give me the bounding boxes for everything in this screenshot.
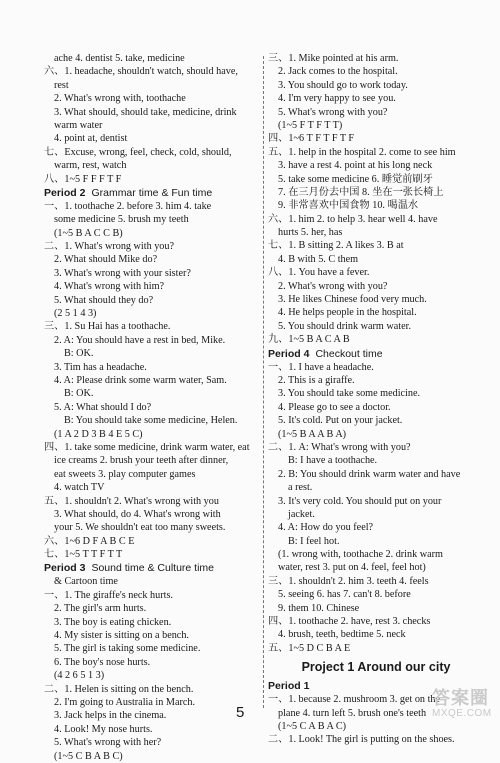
answer-line: 3. What should, should take, medicine, drink (54, 106, 237, 118)
answer-line: 2. Jack comes to the hospital. (278, 66, 398, 78)
answer-line: 5. take some medicine 6. 睡觉前刷牙 (278, 173, 433, 185)
answer-line: 3. The boy is eating chicken. (54, 616, 172, 628)
answer-line: 二、1. What's wrong with you? (44, 241, 175, 253)
answer-line: 五、1. help in the hospital 2. come to see him (268, 146, 456, 158)
watermark-logo-text: 答案圈 (432, 688, 489, 708)
answer-line: 5. What should they do? (54, 294, 154, 306)
answer-line: 7. 在三月份去中国 8. 坐在一张长椅上 (278, 186, 444, 198)
answer-line: 一、1. because 2. mushroom 3. get on the (268, 694, 441, 706)
answer-line: 四、1. take some medicine, drink warm water, eat (44, 441, 250, 453)
answer-line: 2. The girl's arm hurts. (54, 603, 147, 615)
answer-line: eat sweets 3. play computer games (54, 468, 196, 480)
answer-line: 3. He likes Chinese food very much. (278, 294, 427, 306)
answer-line: warm water (54, 119, 103, 131)
answer-line: 六、1. him 2. to help 3. hear well 4. have (268, 213, 438, 225)
answer-line: 3. You should take some medicine. (278, 388, 421, 400)
answer-line: 9. them 10. Chinese (278, 602, 360, 614)
period-label: Period 2 (44, 186, 86, 199)
answer-line: 二、1. Helen is sitting on the bench. (44, 683, 194, 695)
answer-line: B: I have a toothache. (288, 455, 378, 467)
answer-line: 2. B: You should drink warm water and have (278, 468, 461, 480)
answer-line: 2. What's wrong with you? (278, 280, 388, 292)
answer-line: 2. What should Mike do? (54, 254, 158, 266)
answer-line: 4. I'm very happy to see you. (278, 93, 396, 105)
answer-line: 5. What's wrong with you? (278, 106, 388, 118)
answer-line: B: You should take some medicine, Helen. (64, 415, 238, 427)
answer-line: 2. A: You should have a rest in bed, Mike. (54, 334, 226, 346)
period-title: Sound time & Culture time (91, 562, 214, 575)
answer-line: 5. A: What should I do? (54, 401, 152, 413)
answer-line: 3. Jack helps in the cinema. (54, 710, 167, 722)
answer-line: 八、1. You have a fever. (268, 267, 370, 279)
answer-line: 2. I'm going to Australia in March. (54, 696, 196, 708)
answer-line: (1~5 C B A B C) (54, 750, 123, 762)
answer-line: 六、1. headache, shouldn't watch, should have, (44, 66, 238, 78)
answer-line: 四、1. toothache 2. have, rest 3. checks (268, 616, 431, 628)
answer-line: 4. My sister is sitting on a bench. (54, 630, 189, 642)
answer-line: 5. It's cold. Put on your jacket. (278, 415, 403, 427)
left-column (44, 52, 266, 763)
answer-line: 三、1. Mike pointed at his arm. (268, 53, 399, 64)
answer-line: 3. have a rest 4. point at his long neck (278, 160, 433, 172)
watermark-logo (432, 688, 496, 728)
answer-line: 6. The boy's nose hurts. (54, 656, 151, 668)
answer-line: 4. B with 5. C them (278, 253, 359, 265)
answer-line: 3. What's wrong with your sister? (54, 267, 191, 279)
answer-line: 4. A: Please drink some warm water, Sam. (54, 374, 227, 386)
answer-line: 9. 非常喜欢中国食物 10. 喝温水 (278, 200, 419, 212)
answer-line: 4. Look! My nose hurts. (54, 723, 153, 735)
answer-line: 4. Please go to see a doctor. (278, 401, 391, 413)
right-column (268, 52, 484, 747)
answer-line: 5. seeing 6. has 7. can't 8. before (278, 589, 411, 601)
answer-line: 七、1~5 T T F T T (44, 549, 123, 561)
answer-line: 五、1~5 D C B A E (268, 642, 351, 654)
answer-line: 二、1. A: What's wrong with you? (268, 441, 411, 453)
period-label: Period 3 (44, 562, 86, 575)
answer-line: water, rest 3. put on 4. feel, feel hot) (278, 562, 426, 574)
answer-line: jacket. (288, 508, 315, 520)
answer-line: 一、1. toothache 2. before 3. him 4. take (44, 200, 212, 212)
answer-line: (2 5 1 4 3) (54, 308, 97, 320)
watermark-url: MXQE.COM (432, 708, 492, 719)
answer-line: plane 4. turn left 5. brush one's teeth (278, 707, 427, 719)
answer-line: & Cartoon time (54, 576, 118, 588)
answer-line: 2. What's wrong with, toothache (54, 93, 186, 105)
column-divider (263, 56, 264, 708)
answer-line: 3. What should, do 4. What's wrong with (54, 508, 221, 520)
answer-line: 4. point at, dentist (54, 133, 128, 145)
period-heading (268, 347, 484, 361)
answer-line: a rest. (288, 482, 313, 494)
answer-line: 七、1. B sitting 2. A likes 3. B at (268, 240, 404, 252)
answer-line: B: OK. (64, 388, 94, 400)
answer-line: B: OK. (64, 348, 94, 360)
answer-line: 3. You should go to work today. (278, 79, 408, 91)
answer-line: 九、1~5 B A C A B (268, 334, 350, 346)
answer-line: (1~5 B A C C B) (54, 227, 123, 239)
answer-line: your 5. We shouldn't eat too many sweets. (54, 522, 226, 534)
period-title: Grammar time & Fun time (91, 186, 213, 199)
answer-line: ice creams 2. brush your teeth after dinner, (54, 455, 229, 467)
answer-line: 4. watch TV (54, 482, 105, 494)
period-label: Period 4 (268, 347, 310, 360)
period-heading (44, 186, 266, 200)
answer-line: 六、1~6 D F A B C E (44, 535, 135, 547)
answer-line: 5. You should drink warm water. (278, 320, 411, 332)
answer-line: (1~5 C A B A C) (278, 720, 347, 732)
period-label: Period 1 (268, 680, 310, 693)
answer-line: 四、1~6 T F T F T F (268, 133, 355, 145)
answer-line: 5. What's wrong with her? (54, 737, 162, 749)
answer-line: (1. wrong with, toothache 2. drink warm (278, 549, 443, 561)
answer-line: hurts 5. her, has (278, 227, 343, 239)
period-title: Checkout time (315, 347, 383, 360)
answer-line: 二、1. Look! The girl is putting on the shoes. (268, 734, 455, 746)
answer-line: rest (54, 79, 69, 91)
answer-line: 三、1. shouldn't 2. him 3. teeth 4. feels (268, 575, 429, 587)
answer-line: 八、1~5 F F F T F (44, 173, 122, 185)
answer-line: 3. It's very cold. You should put on your (278, 495, 442, 507)
answer-line: (4 2 6 5 1 3) (54, 670, 105, 682)
answer-line: (1~5 F T F T T) (278, 119, 343, 131)
answer-line: 4. He helps people in the hospital. (278, 307, 417, 319)
answer-line: 一、1. I have a headache. (268, 361, 374, 373)
answer-line: 2. This is a giraffe. (278, 374, 355, 386)
answer-line: (1~5 B A A B A) (278, 428, 347, 440)
answer-line: 4. brush, teeth, bedtime 5. neck (278, 629, 406, 641)
answer-line: 3. Tim has a headache. (54, 361, 147, 373)
project-heading: Project 1 Around our city (301, 660, 451, 675)
answer-line: (1 A 2 D 3 B 4 E 5 C) (54, 428, 143, 440)
answer-line: 一、1. The giraffe's neck hurts. (44, 589, 173, 601)
answer-line: 七、Excuse, wrong, feel, check, cold, should, (44, 146, 232, 158)
answer-line: 五、1. shouldn't 2. What's wrong with you (44, 495, 219, 507)
answer-line: 三、1. Su Hai has a toothache. (44, 321, 171, 333)
answer-line: ache 4. dentist 5. take, medicine (54, 53, 185, 64)
answer-line: 4. What's wrong with him? (54, 281, 165, 293)
answer-line: 4. A: How do you feel? (278, 522, 374, 534)
page-number: 5 (236, 704, 245, 721)
answer-line: some medicine 5. brush my teeth (54, 214, 189, 226)
period-heading (44, 561, 266, 575)
answer-line: 5. The girl is taking some medicine. (54, 643, 201, 655)
answer-line: B: I feel hot. (288, 535, 340, 547)
answer-line: warm, rest, watch (54, 160, 127, 172)
